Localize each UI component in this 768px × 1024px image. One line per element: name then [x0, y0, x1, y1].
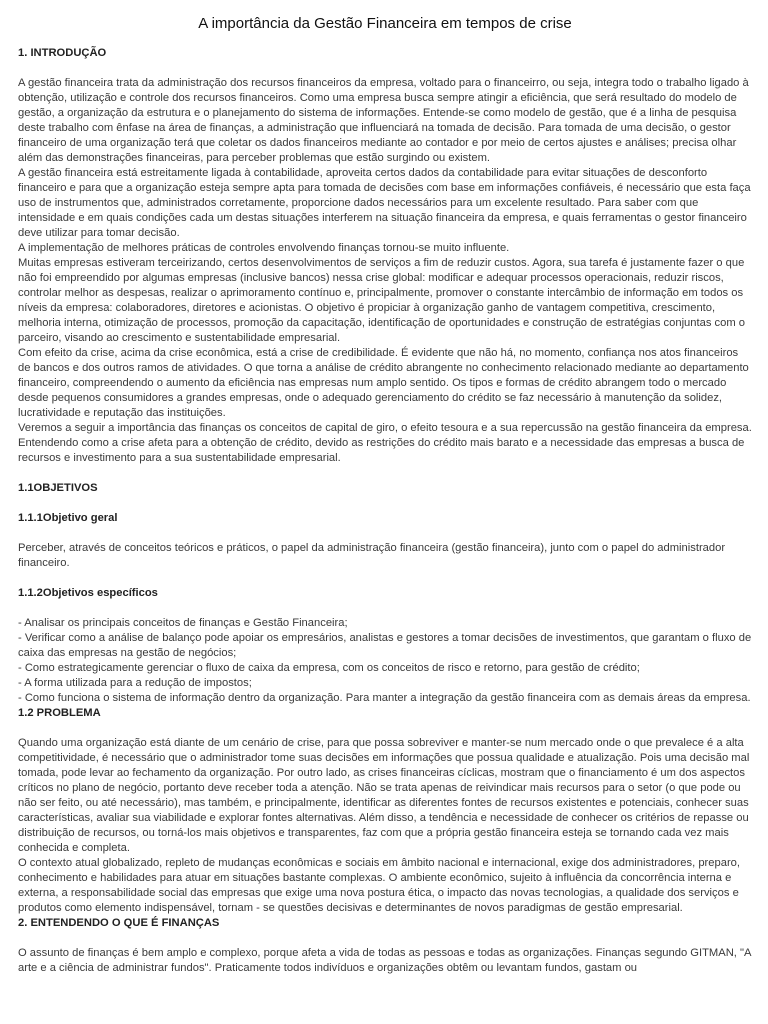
section-heading-general-objective: 1.1.1Objetivo geral — [18, 512, 118, 524]
document-title: A importância da Gestão Financeira em tempos de crise — [198, 15, 572, 32]
problem-paragraph: O contexto atual globalizado, repleto de mudanças econômicas e sociais em âmbito nacional e internacional, exige dos administradores, preparo, conhecimento e habilidades para atuar em situações bastante complexas. O ambiente econômico, sujeito à influência da concorrência interna e externa, a responsabilidade social das empresas que exige uma nova postura ética, o impacto das novas tecnologias, a qualidade dos serviços e produtos como elemento indispensável, tornam - se questões decisivas e determinantes de novos paradigmas de gestão empresarial. — [18, 857, 741, 914]
spacer — [18, 526, 752, 541]
section-heading-finance: 2. ENTENDENDO O QUE É FINANÇAS — [18, 917, 220, 929]
section-heading-specific-objectives: 1.1.2Objetivos específicos — [18, 587, 158, 599]
finance-paragraph: O assunto de finanças é bem amplo e complexo, porque afeta a vida de todas as pessoas e todas as organizações. Finanças segundo GITMAN, "A arte e a ciência de administrar fundos". Praticamente todos indivíduos e organizações obtêm ou levantam fundos, gastam ou — [18, 947, 751, 974]
intro-paragraph: Veremos a seguir a importância das finanças os conceitos de capital de giro, o efeito tesoura e a sua repercussão na gestão financeira da empresa. Entendendo como a crise afeta para a obtenção de crédito, devido as restrições do crédito mais barato e a necessidade das empresas a busca de recursos e investimento para a sua sustentabilidade empresarial. — [18, 422, 752, 464]
section-heading-objectives: 1.1OBJETIVOS — [18, 482, 98, 494]
spacer — [18, 61, 752, 76]
intro-paragraph: Com efeito da crise, acima da crise econômica, está a crise de credibilidade. É evidente que não há, no momento, confiança nos atos financeiros de bancos e dos outros ramos de atividades. O que torna a análise de crédito abrangente no conhecimento relacionado mediante ao departamento financeiro, compreendendo o aumento da eficiência nas empresas num amplo sentido. Os tipos e formas de crédito abrangem todo o mercado desde pequenos consumidores a grandes empresas, onde o adequado gerenciamento do crédito se faz necessário à manutenção da solidez, lucratividade e reputação das instituições. — [18, 347, 749, 419]
specific-objective-item: - Analisar os principais conceitos de finanças e Gestão Financeira; — [18, 617, 348, 629]
specific-objective-item: - Como funciona o sistema de informação dentro da organização. Para manter a integração da gestão financeira com as demais áreas da empresa. — [18, 692, 751, 704]
specific-objective-item: - Verificar como a análise de balanço pode apoiar os empresários, analistas e gestores a tomar decisões de investimentos, que garantam o fluxo de caixa das empresas na gestão de negócios; — [18, 632, 752, 659]
problem-paragraph: Quando uma organização está diante de um cenário de crise, para que possa sobreviver e manter-se num mercado onde o que prevalece é a alta competitividade, é necessário que o administrador tome suas decisões em informações que possua qualidade e atualização. Pois uma decisão mal tomada, pode levar ao fechamento da organização. Por outro lado, as crises financeiras cíclicas, mostram que o financiamento é um dos aspectos críticos no plano de negócio, portanto deve receber toda a atenção. Não se trata apenas de reivindicar mais recursos para o setor (o que pode ou não ser feito, ou até necessário), mas também, e principalmente, identificar as diferentes fontes de recursos existentes e potenciais, conhecer suas características, avaliar sua viabilidade e explorar fontes alternativas. Além disso, a tendência e necessidade de conhecer os critérios de repasse ou distribuição de recursos, ou torná-los mais objetivos e transparentes, faz com que a própria gestão financeira esteja se tornando cada vez mais conhecida e completa. — [18, 737, 750, 854]
section-heading-introduction: 1. INTRODUÇÃO — [18, 47, 107, 59]
general-objective-paragraph: Perceber, através de conceitos teóricos e práticos, o papel da administração financeira (gestão financeira), junto com o papel do administrador financeiro. — [18, 542, 726, 569]
spacer — [18, 496, 752, 511]
spacer — [18, 721, 752, 736]
specific-objective-item: - Como estrategicamente gerenciar o fluxo de caixa da empresa, com os conceitos de risco e retorno, para gestão de crédito; — [18, 662, 640, 674]
document-page — [18, 14, 752, 976]
section-heading-problem: 1.2 PROBLEMA — [18, 707, 101, 719]
intro-paragraph: Muitas empresas estiveram terceirizando, certos desenvolvimentos de serviços a fim de reduzir custos. Agora, sua tarefa é justamente fazer o que não foi empreendido por algumas empresas (inclusive bancos) nessa crise global: modificar e adequar processos operacionais, reduzir riscos, controlar melhor as despesas, realizar o aprimoramento contínuo e, principalmente, promover o constante intercâmbio de informação em todos os níveis da empresa: colaboradores, diretores e acionistas. O objetivo é propiciar à organização ganho de vantagem competitiva, crescimento, melhoria interna, otimização de processos, promoção da capacitação, identificação de oportunidades e construção de estratégias conjuntas com o parceiro, visando ao crescimento e sustentabilidade empresarial. — [18, 257, 745, 344]
specific-objective-item: - A forma utilizada para a redução de impostos; — [18, 677, 252, 689]
intro-paragraph: A implementação de melhores práticas de controles envolvendo finanças tornou-se muito influente. — [18, 242, 510, 254]
spacer — [18, 466, 752, 481]
spacer — [18, 571, 752, 586]
spacer — [18, 601, 752, 616]
intro-paragraph: A gestão financeira está estreitamente ligada à contabilidade, aproveita certos dados da contabilidade para evitar situações de desconforto financeiro e para que a organização esteja sempre apta para tomada de decisões com base em informações confiáveis, é necessário que esta faça uso de instrumentos que, administrados corretamente, proporcione dados necessários para um excelente resultado. Para saber com que intensidade e em quais condições cada um destas situações interferem na situação financeira da empresa, e quais ferramentas o gestor financeiro deve utilizar para tomar decisão. — [18, 167, 751, 239]
intro-paragraph: A gestão financeira trata da administração dos recursos financeiros da empresa, voltado para o financeirro, ou seja, integra todo o trabalho ligado à obtenção, utilização e controle dos recursos financeiros. Como uma empresa busca sempre atingir a eficiência, que será resultado do modelo de gestão, a organização da estrutura e o planejamento do sistema de informações. Entende-se como modelo de gestão, que é a linha de pesquisa deste trabalho com ênfase na área de finanças, a administração que influenciará na tomada de decisão. Para tomada de uma decisão, o gestor financeiro de uma organização terá que coletar os dados financeiros mediante ao contador e por meio de certos ajustes e análises; precisa olhar além das demonstrações financeiras, para perceber problemas que estão surgindo ou existem. — [18, 77, 749, 164]
spacer — [18, 931, 752, 946]
